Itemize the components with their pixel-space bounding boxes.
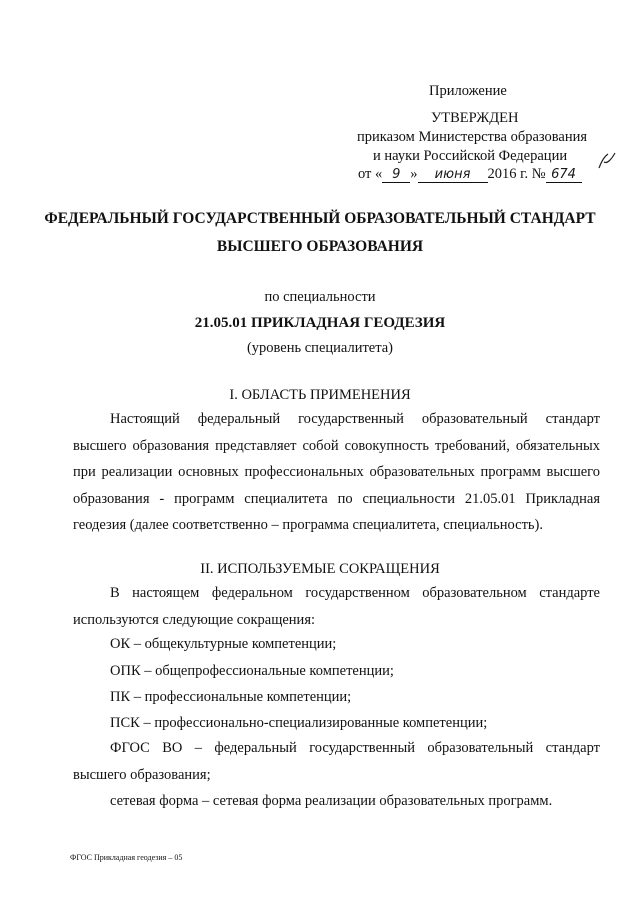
order-line-2: и науки Российской Федерации [373, 148, 568, 164]
section-2-intro-line: используются следующие сокращения: [73, 611, 316, 628]
date-month: июня [418, 167, 488, 183]
annex-label: Приложение [429, 83, 507, 99]
approved-label: УТВЕРЖДЕН [431, 110, 519, 126]
section-1-heading: I. ОБЛАСТЬ ПРИМЕНЕНИЯ [229, 387, 411, 403]
abbreviation-item: ПК – профессиональные компетенции; [110, 689, 352, 705]
section-2-intro [73, 580, 600, 633]
specialty-label: по специальности [264, 289, 376, 305]
date-mid: » [410, 166, 418, 182]
section-1-paragraph [73, 406, 600, 539]
specialty-level: (уровень специалитета) [246, 340, 394, 356]
section-1-line: высшего образования представляет собой совокупность требований, обязательных [73, 437, 600, 454]
section-1-line: при реализации основных профессиональных образовательных программ высшего [73, 464, 600, 480]
order-date-line [358, 166, 582, 183]
section-1-line: геодезия (далее соответственно – программа специалитета, специальность). [73, 517, 543, 533]
handwritten-mark-icon [596, 150, 618, 172]
fgos-abbreviation [73, 735, 600, 788]
section-1-line: образования - программ специалитета по специальности 21.05.01 Прикладная [73, 490, 600, 507]
page-footer: ФГОС Прикладная геодезия – 05 [70, 853, 183, 862]
fgos-line: высшего образования; [73, 766, 211, 783]
abbreviation-item: ОК – общекультурные компетенции; [110, 636, 337, 652]
section-2-intro-line: В настоящем федеральном государственном образовательном стандарте [110, 585, 600, 601]
abbreviation-item: ОПК – общепрофессиональные компетенции; [110, 663, 394, 679]
date-year: 2016 г. № [487, 166, 546, 182]
document-title-line-1: ФЕДЕРАЛЬНЫЙ ГОСУДАРСТВЕННЫЙ ОБРАЗОВАТЕЛЬНЫЙ СТАНДАРТ [44, 210, 596, 227]
section-2-heading: II. ИСПОЛЬЗУЕМЫЕ СОКРАЩЕНИЯ [200, 561, 440, 577]
date-day: 9 [382, 167, 410, 183]
order-line-1: приказом Министерства образования [357, 129, 588, 145]
abbreviation-item: ПСК – профессионально-специализированные компетенции; [110, 715, 488, 731]
date-prefix: от « [358, 166, 383, 182]
document-title-line-2: ВЫСШЕГО ОБРАЗОВАНИЯ [216, 238, 424, 255]
section-1-line: Настоящий федеральный государственный образовательный стандарт [110, 411, 600, 427]
specialty-code-name: 21.05.01 ПРИКЛАДНАЯ ГЕОДЕЗИЯ [194, 315, 446, 331]
abbreviation-item: сетевая форма – сетевая форма реализации образовательных программ. [110, 793, 553, 809]
fgos-line: ФГОС ВО – федеральный государственный образовательный стандарт [110, 740, 600, 756]
order-number: 674 [546, 167, 582, 183]
